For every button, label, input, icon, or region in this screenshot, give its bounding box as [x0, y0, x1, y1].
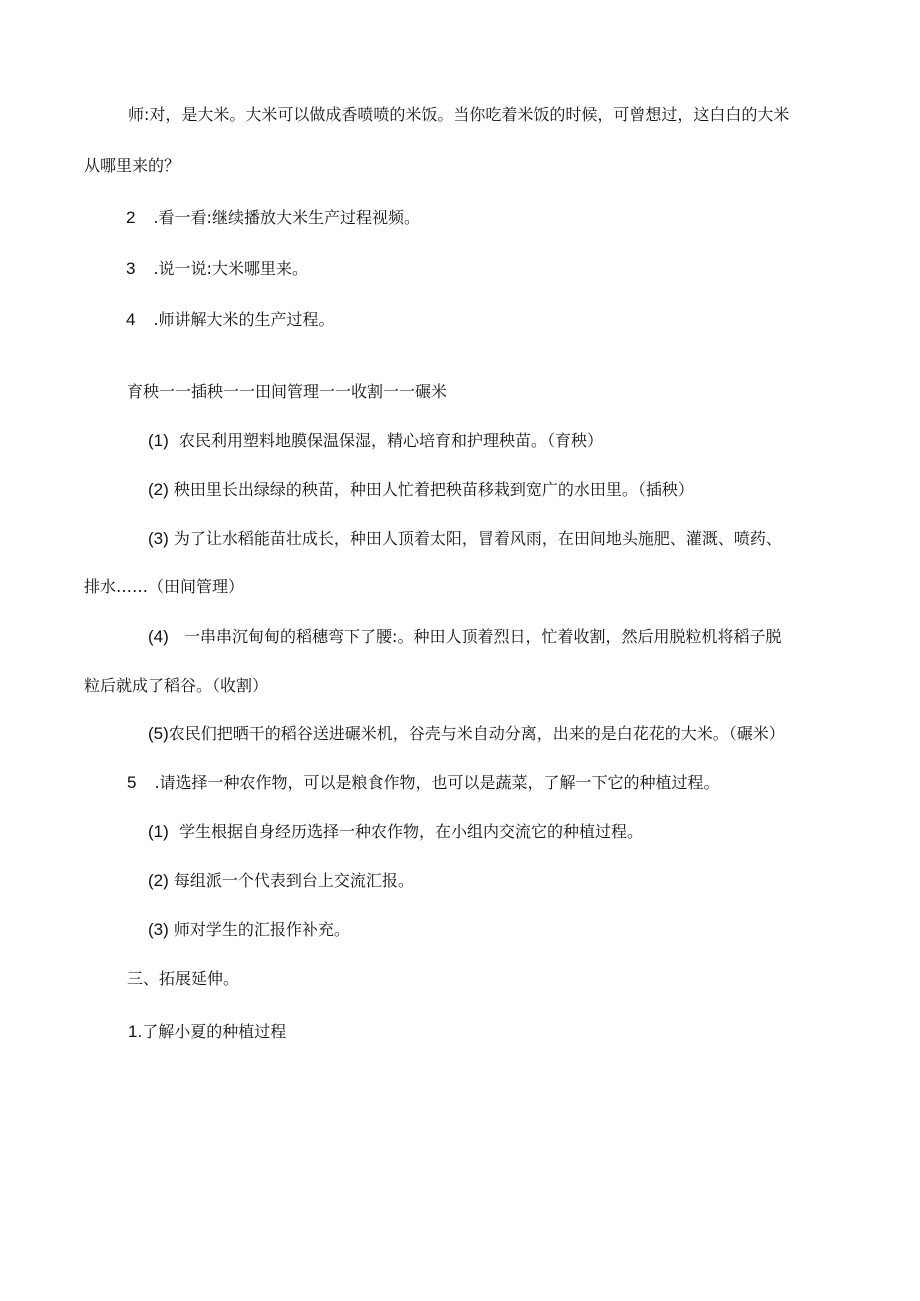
list-number: 3	[126, 259, 136, 278]
paragraph-line	[84, 155, 180, 177]
substep-item	[148, 919, 350, 941]
list-number: 2	[126, 208, 136, 227]
step-number: (3)	[148, 529, 169, 548]
list-text: .看一看:继续播放大米生产过程视频。	[153, 208, 420, 227]
step-text: 排水……（田间管理）	[84, 577, 245, 596]
substep-text: 学生根据自身经历选择一种农作物，在小组内交流它的种植过程。	[178, 822, 643, 841]
substep-text: 每组派一个代表到台上交流汇报。	[173, 871, 414, 890]
substep-item	[148, 870, 414, 892]
step-item	[148, 430, 603, 452]
substep-number: (2)	[148, 871, 169, 890]
step-text: 农民利用塑料地膜保温保湿，精心培育和护理秧苗。（育秧）	[178, 431, 603, 450]
step-number: (4)	[148, 627, 169, 646]
substep-number: (3)	[148, 920, 169, 939]
paragraph-line	[128, 104, 789, 126]
step-number: (2)	[148, 480, 169, 499]
list-item	[126, 258, 308, 280]
step-text: 为了让水稻能苗壮成长，种田人顶着太阳，冒着风雨，在田间地头施肥、灌溉、喷药、	[173, 529, 782, 548]
step-number: (5)	[148, 724, 169, 743]
step-text: 粒后就成了稻谷。（收割）	[84, 676, 269, 695]
section-heading	[127, 968, 239, 990]
list-item	[126, 309, 335, 331]
substep-text: 师对学生的汇报作补充。	[173, 920, 350, 939]
sub-item-number: 1.	[128, 1022, 143, 1041]
step-number: (1)	[148, 431, 169, 450]
substep-number: (1)	[148, 822, 169, 841]
list-number: 5	[127, 773, 137, 792]
paragraph-text: 从哪里来的？	[84, 156, 181, 175]
list-text: .说一说:大米哪里来。	[153, 259, 308, 278]
sub-item-text: 了解小夏的种植过程	[142, 1022, 287, 1041]
step-continuation	[84, 576, 244, 598]
step-text: 一串串沉甸甸的稻穗弯下了腰:。种田人顶着烈日，忙着收割，然后用脱粒机将稻子脱	[184, 627, 782, 646]
step-item	[148, 528, 782, 550]
process-chain-text: 育秧一一插秧一一田间管理一一收割一一碾米	[127, 382, 448, 401]
list-item	[126, 207, 420, 229]
section-heading-text: 三、拓展延伸。	[127, 969, 240, 988]
list-item	[127, 772, 720, 794]
sub-item	[128, 1021, 286, 1043]
step-text: 秧田里长出绿绿的秧苗，种田人忙着把秧苗移栽到宽广的水田里。（插秧）	[173, 480, 694, 499]
step-item	[148, 626, 781, 648]
step-item	[148, 723, 785, 745]
substep-item	[148, 821, 643, 843]
paragraph-text: 师:对，是大米。大米可以做成香喷喷的米饭。当你吃着米饭的时候，可曾想过，这白白的大米	[128, 105, 790, 124]
step-text: 农民们把晒干的稻谷送进碾米机，谷壳与米自动分离，出来的是白花花的大米。（碾米）	[168, 724, 785, 743]
process-chain	[127, 381, 447, 403]
list-text: .师讲解大米的生产过程。	[153, 310, 335, 329]
step-item	[148, 479, 694, 501]
list-text: .请选择一种农作物，可以是粮食作物，也可以是蔬菜，了解一下它的种植过程。	[154, 773, 720, 792]
step-continuation	[84, 675, 268, 697]
list-number: 4	[126, 310, 136, 329]
